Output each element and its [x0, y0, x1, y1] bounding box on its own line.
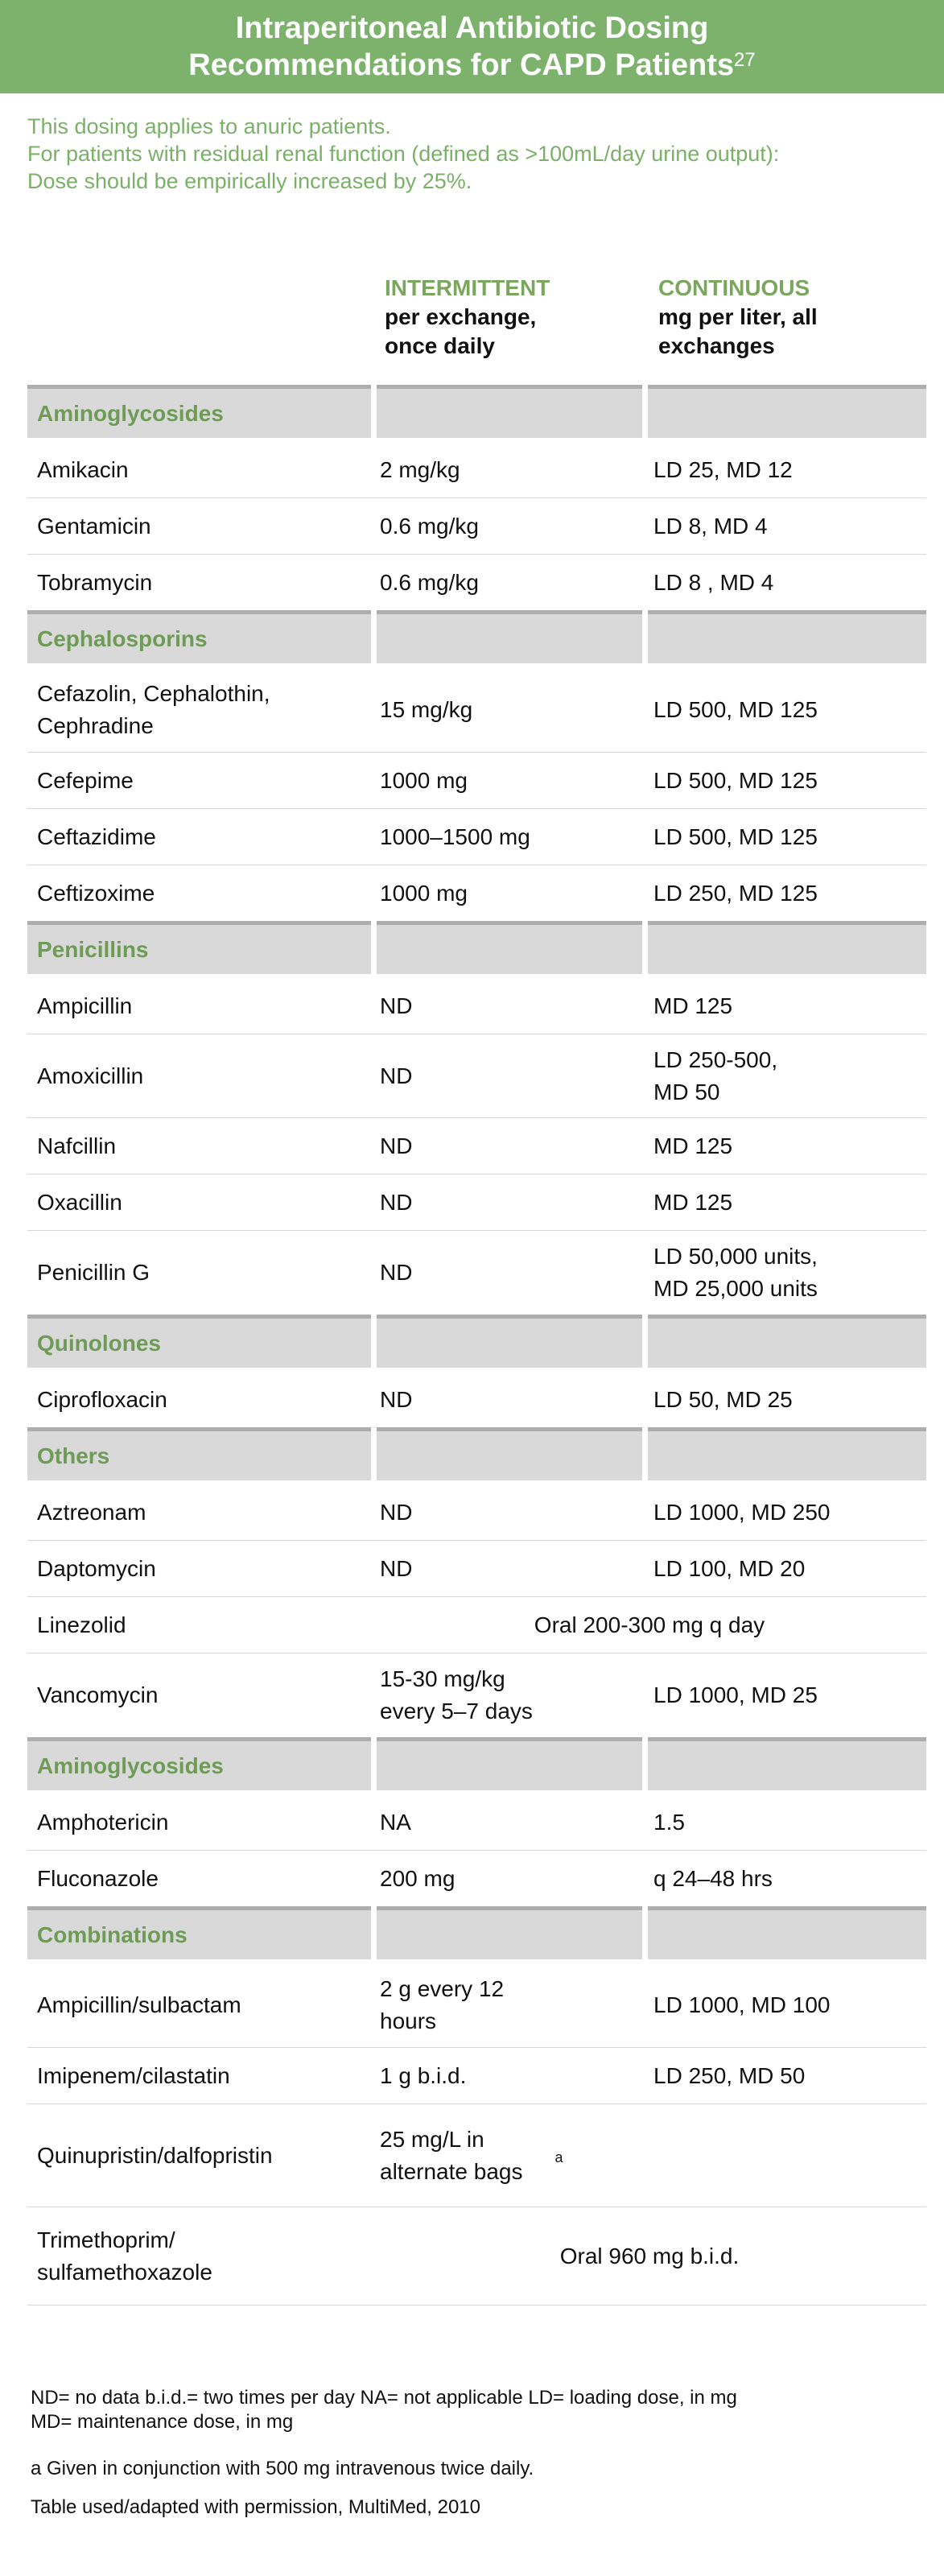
drug-name-line2: sulfamethoxazole [37, 2259, 212, 2285]
continuous-dose-line2: MD 25,000 units [653, 1276, 818, 1301]
intermittent-dose: ND [380, 1386, 413, 1412]
category-cell [377, 610, 642, 663]
category-row-others [27, 1427, 926, 1484]
continuous-sub2: exchanges [658, 333, 775, 358]
drug-name: Oxacillin [37, 1189, 122, 1215]
category-cell [377, 921, 642, 974]
continuous-dose: MD 125 [653, 1189, 733, 1215]
continuous-dose: LD 25, MD 12 [653, 456, 793, 482]
table-row-ceftazidime [27, 809, 926, 865]
table-row-trimethoprim-sulfamethoxazole [27, 2207, 926, 2306]
drug-name: Ampicillin/sulbactam [37, 1992, 241, 2017]
intermittent-dose: NA [380, 1809, 411, 1835]
table-row-ceftizoxime [27, 865, 926, 921]
intermittent-dose-line2: every 5–7 days [380, 1699, 533, 1724]
intermittent-dose: 1 g b.i.d. [380, 2062, 467, 2088]
intermittent-dose: 1000–1500 mg [380, 824, 530, 849]
continuous-dose: LD 250, MD 125 [653, 880, 818, 906]
intermittent-dose: 1000 mg [380, 880, 468, 906]
intermittent-dose: ND [380, 1555, 413, 1581]
category-row-aminoglycosides [27, 385, 926, 442]
intermittent-dose: 0.6 mg/kg [380, 569, 479, 595]
table-row-fluconazole [27, 1851, 926, 1906]
table-row-oxacillin [27, 1174, 926, 1231]
category-label: Aminoglycosides [37, 400, 224, 426]
header-title-line2 [0, 47, 944, 84]
table-row-daptomycin [27, 1541, 926, 1597]
continuous-dose-line1: LD 50,000 units, [653, 1244, 818, 1269]
drug-name [37, 2207, 375, 2305]
continuous-dose: LD 1000, MD 250 [653, 1499, 831, 1525]
drug-name: Amphotericin [37, 1809, 169, 1835]
intermittent-dose: 2 mg/kg [380, 456, 460, 482]
category-row-quinolones [27, 1315, 926, 1372]
category-cell [377, 1906, 642, 1959]
table-row-quinupristin-dalfopristin [27, 2104, 926, 2207]
continuous-dose: LD 50, MD 25 [653, 1386, 793, 1412]
category-cell [648, 610, 926, 663]
category-cell [377, 1427, 642, 1480]
drug-name: Linezolid [37, 1612, 126, 1637]
table-row-ciprofloxacin [27, 1372, 926, 1427]
intermittent-dose: 200 mg [380, 1865, 456, 1891]
abbreviations-legend [31, 2386, 737, 2434]
table-row-amphotericin [27, 1794, 926, 1851]
drug-name: Amoxicillin [37, 1063, 144, 1088]
category-cell [648, 385, 926, 438]
table-row-amikacin [27, 442, 926, 498]
drug-name-line1: Trimethoprim/ [37, 2227, 175, 2252]
source-credit: Table used/adapted with permission, MultiMed, 2010 [31, 2496, 480, 2518]
table-row-imipenem-cilastatin [27, 2048, 926, 2104]
drug-name: Ceftazidime [37, 824, 156, 849]
continuous-dose: LD 250, MD 50 [653, 2062, 806, 2088]
column-header-continuous [658, 274, 818, 361]
table-row-tobramycin [27, 555, 926, 610]
page-header [0, 0, 944, 93]
category-cell [648, 1315, 926, 1368]
table-row-aztreonam [27, 1484, 926, 1541]
intermittent-dose: ND [380, 1499, 413, 1525]
continuous-dose: 1.5 [653, 1809, 685, 1835]
table-row-nafcillin [27, 1118, 926, 1174]
continuous-dose: MD 125 [653, 993, 733, 1018]
intermittent-sub1: per exchange, [385, 304, 537, 329]
category-cell [648, 1737, 926, 1790]
intermittent-dose: ND [380, 1063, 413, 1088]
table-row-vancomycin [27, 1653, 926, 1737]
table-row-ampicillin [27, 978, 926, 1034]
table-row-penicillin-g [27, 1231, 926, 1315]
intermittent-dose-text [380, 2124, 522, 2188]
intro-line3: Dose should be empirically increased by 25%. [27, 169, 472, 193]
category-row-cephalosporins [27, 610, 926, 667]
continuous-dose: LD 500, MD 125 [653, 696, 818, 722]
intermittent-dose: 0.6 mg/kg [380, 513, 479, 539]
intro-line2: For patients with residual renal function (defined as >100mL/day urine output): [27, 142, 780, 166]
combined-dose: Oral 200-300 mg q day [534, 1612, 765, 1637]
drug-name: Quinupristin/dalfopristin [37, 2142, 273, 2168]
intermittent-dose: ND [380, 1189, 413, 1215]
drug-name: Ampicillin [37, 993, 133, 1018]
intermittent-dose-line2: alternate bags [380, 2158, 523, 2184]
drug-name: Vancomycin [37, 1682, 159, 1707]
continuous-title: CONTINUOUS [658, 275, 810, 300]
category-row-aminoglycosides-2 [27, 1737, 926, 1794]
continuous-dose: LD 100, MD 20 [653, 1555, 806, 1581]
category-label: Aminoglycosides [37, 1752, 224, 1778]
intermittent-dose: 1000 mg [380, 767, 468, 793]
category-label: Combinations [37, 1922, 188, 1947]
column-header-intermittent [385, 274, 550, 361]
table-row-gentamicin [27, 498, 926, 555]
category-cell [648, 1427, 926, 1480]
drug-name: Ceftizoxime [37, 880, 155, 906]
intro-line1: This dosing applies to anuric patients. [27, 114, 391, 138]
table-row-amoxicillin [27, 1034, 926, 1118]
drug-name-line2: Cephradine [37, 712, 154, 738]
drug-name: Daptomycin [37, 1555, 156, 1581]
continuous-dose [653, 1034, 919, 1117]
continuous-dose: q 24–48 hrs [653, 1865, 773, 1891]
footnote-marker-a: a [554, 2149, 563, 2165]
drug-name: Aztreonam [37, 1499, 146, 1525]
intermittent-dose: ND [380, 1133, 413, 1158]
intermittent-dose-line2: hours [380, 2008, 437, 2033]
continuous-dose [653, 1231, 919, 1315]
intermittent-dose [380, 2104, 637, 2207]
category-label: Quinolones [37, 1330, 161, 1356]
continuous-dose: LD 1000, MD 100 [653, 1992, 831, 2017]
table-row-cefazolin [27, 667, 926, 753]
dosing-table [27, 385, 926, 2306]
continuous-dose: LD 8, MD 4 [653, 513, 768, 539]
category-label: Cephalosporins [37, 625, 208, 651]
drug-name: Nafcillin [37, 1133, 117, 1158]
continuous-dose-line1: LD 250-500, [653, 1046, 778, 1072]
drug-name: Cefepime [37, 767, 134, 793]
header-title-line2-text: Recommendations for CAPD Patients [188, 48, 735, 82]
drug-name: Fluconazole [37, 1865, 159, 1891]
intermittent-dose: ND [380, 993, 413, 1018]
table-row-linezolid [27, 1597, 926, 1653]
continuous-dose-line2: MD 50 [653, 1079, 720, 1104]
drug-name-line1: Cefazolin, Cephalothin, [37, 680, 270, 706]
category-row-combinations [27, 1906, 926, 1963]
intermittent-dose: 15 mg/kg [380, 696, 473, 722]
footnote-a: a Given in conjunction with 500 mg intravenous twice daily. [31, 2458, 534, 2479]
category-cell [377, 1315, 642, 1368]
intermittent-dose-line1: 15-30 mg/kg [380, 1666, 505, 1691]
table-row-ampicillin-sulbactam [27, 1963, 926, 2048]
drug-name: Ciprofloxacin [37, 1386, 167, 1412]
abbreviations-line2: MD= maintenance dose, in mg [31, 2411, 294, 2433]
continuous-sub1: mg per liter, all [658, 304, 818, 329]
intermittent-title: INTERMITTENT [385, 275, 550, 300]
table-row-cefepime [27, 753, 926, 809]
header-reference-sup: 27 [734, 49, 756, 71]
category-cell [377, 1737, 642, 1790]
category-label: Others [37, 1443, 110, 1468]
continuous-dose: LD 8 , MD 4 [653, 569, 774, 595]
drug-name [37, 667, 375, 752]
continuous-dose: LD 1000, MD 25 [653, 1682, 818, 1707]
continuous-dose: MD 125 [653, 1133, 733, 1158]
intro-text [27, 113, 779, 195]
intermittent-dose-line1: 2 g every 12 [380, 1976, 505, 2001]
drug-name: Amikacin [37, 456, 129, 482]
drug-name: Gentamicin [37, 513, 151, 539]
category-row-penicillins [27, 921, 926, 978]
continuous-dose: LD 500, MD 125 [653, 824, 818, 849]
intermittent-dose: ND [380, 1260, 413, 1285]
continuous-dose: LD 500, MD 125 [653, 767, 818, 793]
category-cell [648, 1906, 926, 1959]
intermittent-dose [380, 1653, 637, 1737]
drug-name: Imipenem/cilastatin [37, 2062, 230, 2088]
drug-name: Tobramycin [37, 569, 153, 595]
combined-dose: Oral 960 mg b.i.d. [559, 2243, 740, 2268]
drug-name: Penicillin G [37, 1260, 150, 1285]
category-label: Penicillins [37, 936, 149, 962]
category-cell [648, 921, 926, 974]
intermittent-dose [380, 1963, 637, 2047]
intermittent-dose-line1: 25 mg/L in [380, 2126, 484, 2152]
header-title-line1: Intraperitoneal Antibiotic Dosing [235, 11, 709, 45]
category-cell [377, 385, 642, 438]
intermittent-sub2: once daily [385, 333, 495, 358]
abbreviations-line1: ND= no data b.i.d.= two times per day NA= not applicable LD= loading dose, in mg [31, 2387, 737, 2409]
